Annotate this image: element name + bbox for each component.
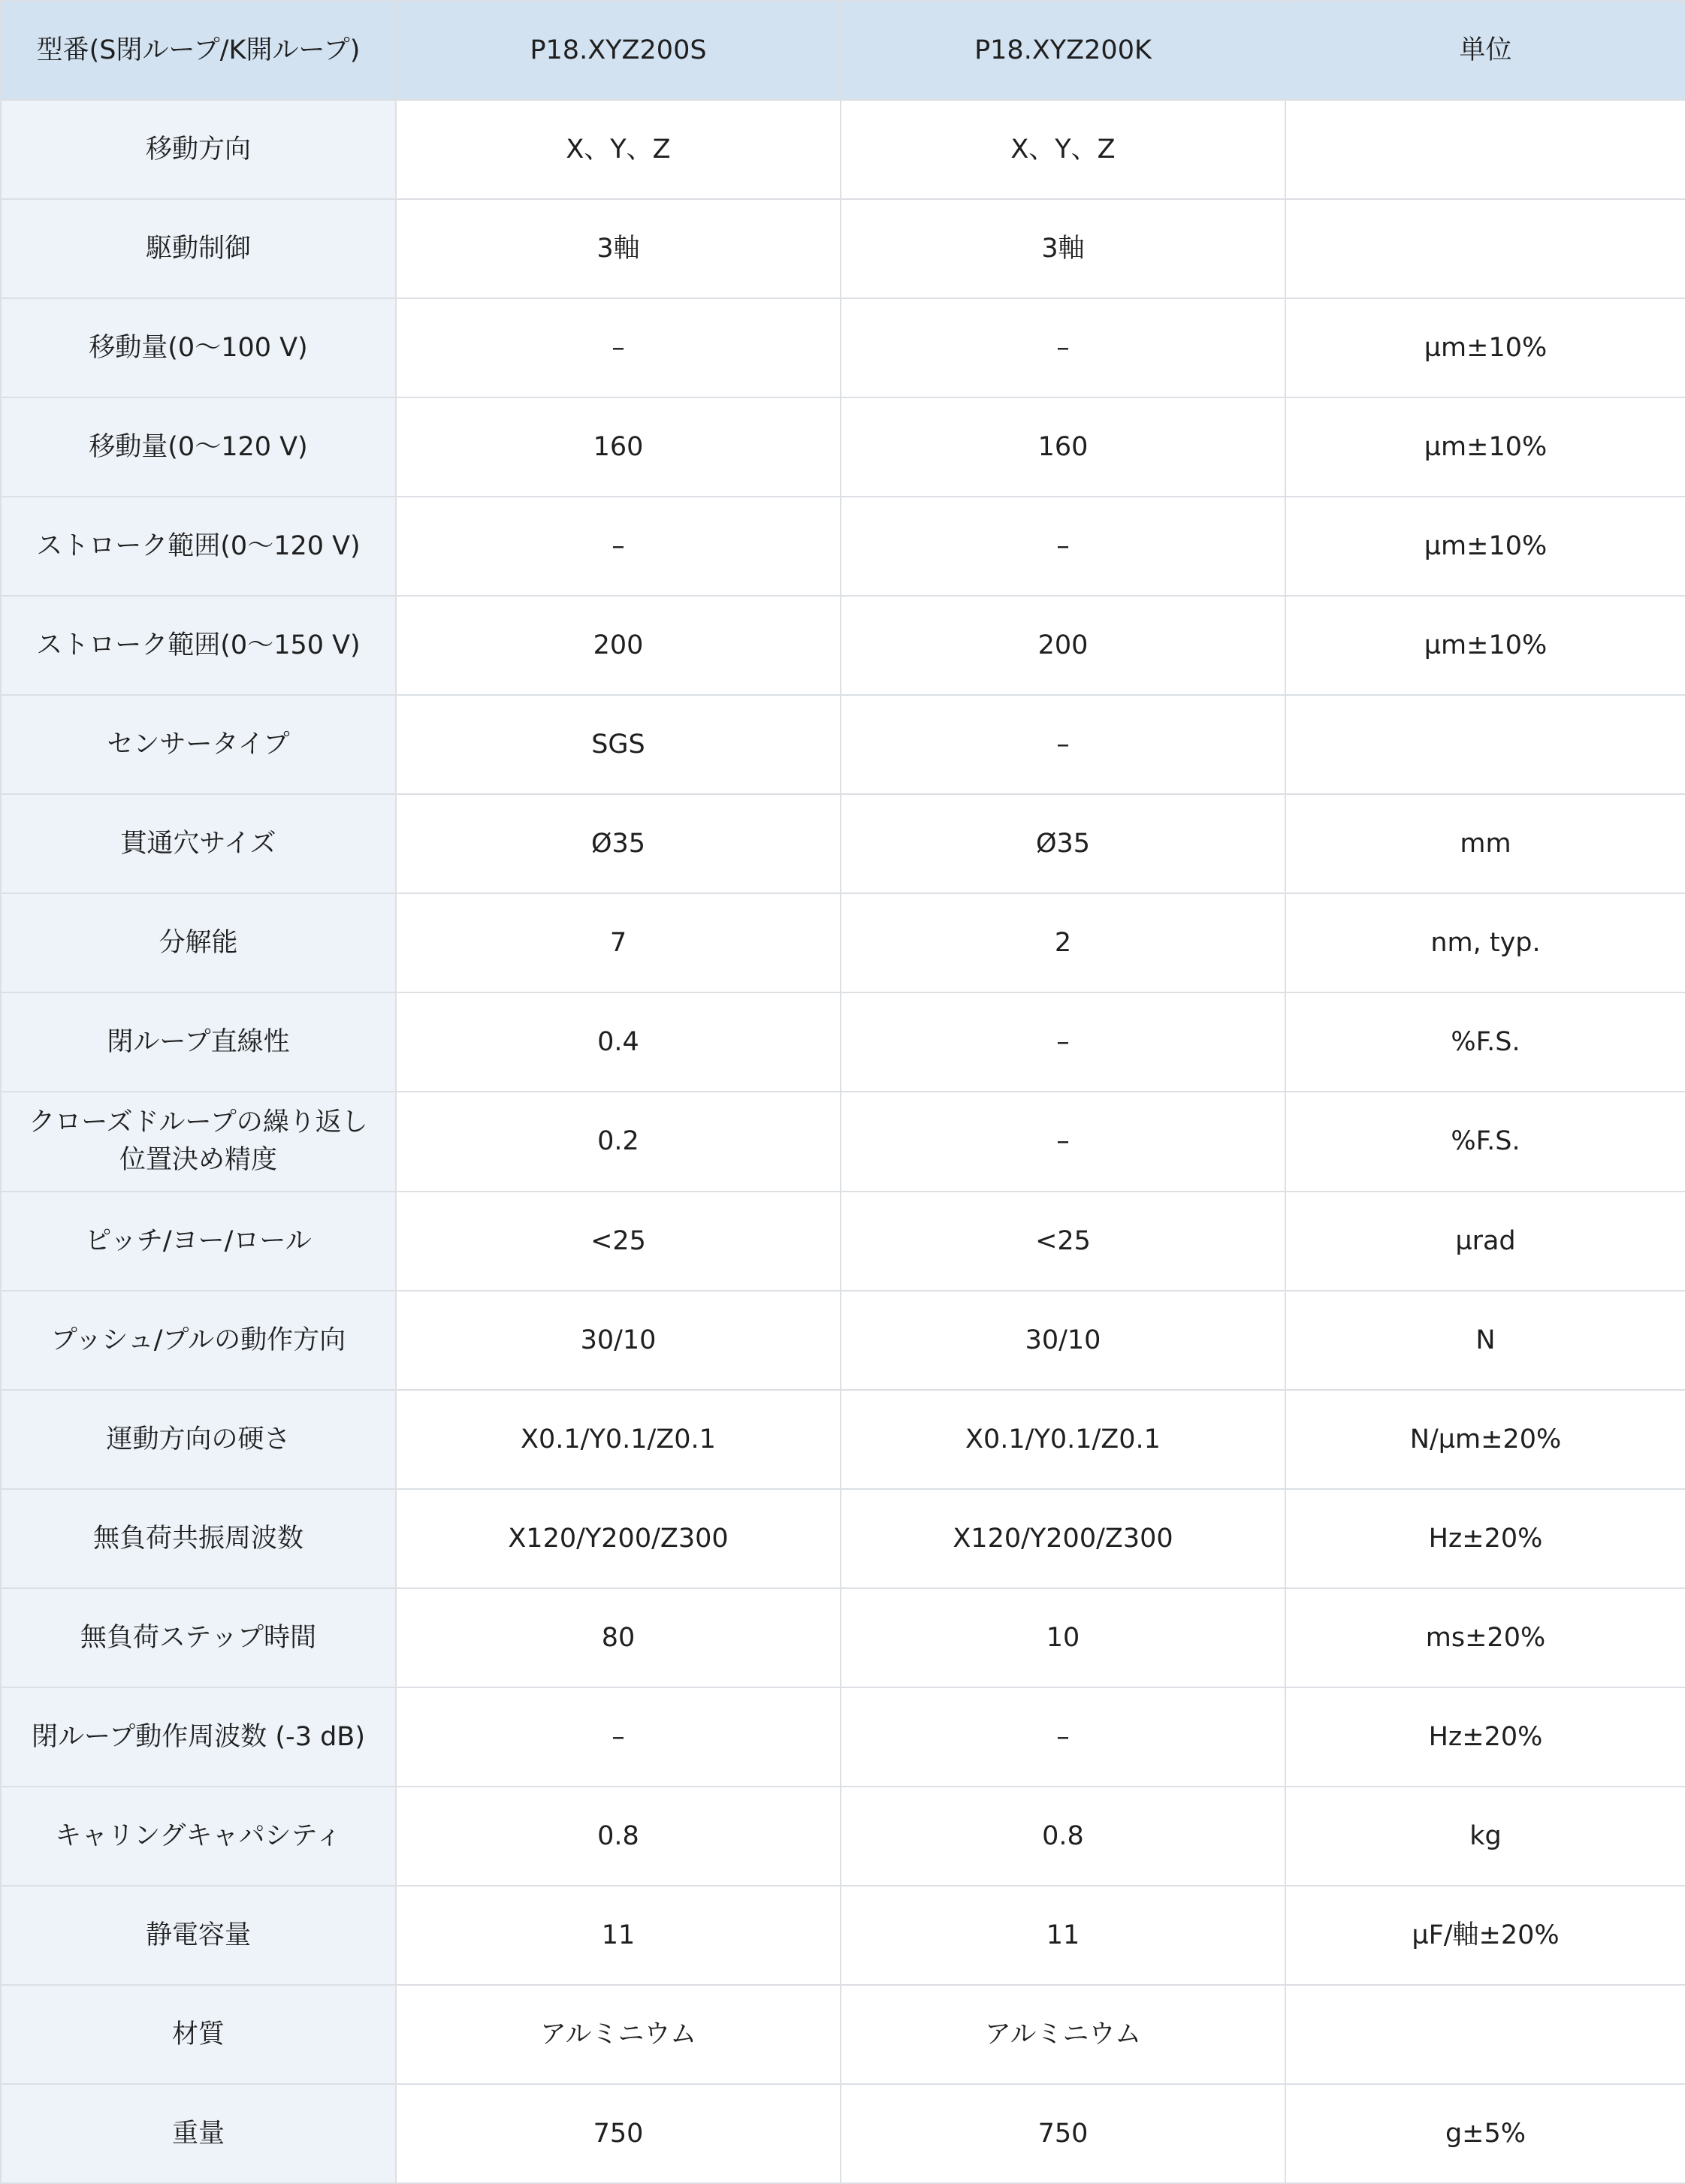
value-s: 3軸 [396, 199, 841, 298]
table-row [1, 397, 1685, 497]
table-row [1, 1687, 1685, 1787]
value-k: 3軸 [841, 199, 1285, 298]
table-row [1, 794, 1685, 893]
table-body [1, 100, 1685, 2183]
row-label: センサータイプ [1, 695, 396, 794]
value-k: アルミニウム [841, 1985, 1285, 2084]
table-row [1, 100, 1685, 199]
row-label: 重量 [1, 2084, 396, 2183]
value-k: 160 [841, 397, 1285, 497]
header-model-k: P18.XYZ200K [841, 1, 1285, 100]
value-k: – [841, 992, 1285, 1092]
row-label: キャリングキャパシティ [1, 1787, 396, 1886]
value-s: SGS [396, 695, 841, 794]
table-row [1, 1588, 1685, 1687]
value-k: – [841, 298, 1285, 397]
unit-cell: N/µm±20% [1285, 1390, 1685, 1489]
table-row [1, 199, 1685, 298]
row-label: ストローク範囲(0～150 V) [1, 596, 396, 695]
unit-cell [1285, 100, 1685, 199]
unit-cell: %F.S. [1285, 1092, 1685, 1191]
value-s: X、Y、Z [396, 100, 841, 199]
value-s: 160 [396, 397, 841, 497]
unit-cell: %F.S. [1285, 992, 1685, 1092]
value-s: 0.8 [396, 1787, 841, 1886]
value-k: – [841, 1092, 1285, 1191]
value-s: 750 [396, 2084, 841, 2183]
value-s: 7 [396, 893, 841, 992]
value-s: アルミニウム [396, 1985, 841, 2084]
header-model-s: P18.XYZ200S [396, 1, 841, 100]
row-label: 移動量(0～100 V) [1, 298, 396, 397]
unit-cell: mm [1285, 794, 1685, 893]
unit-cell: µm±10% [1285, 397, 1685, 497]
value-k: 30/10 [841, 1291, 1285, 1390]
value-s: 0.4 [396, 992, 841, 1092]
value-k: Ø35 [841, 794, 1285, 893]
table-row [1, 596, 1685, 695]
value-k: 200 [841, 596, 1285, 695]
table-row [1, 1390, 1685, 1489]
value-k: – [841, 695, 1285, 794]
value-s: – [396, 1687, 841, 1787]
table-row [1, 695, 1685, 794]
value-s: 11 [396, 1886, 841, 1985]
row-label: 分解能 [1, 893, 396, 992]
unit-cell: kg [1285, 1787, 1685, 1886]
row-label: ストローク範囲(0～120 V) [1, 497, 396, 596]
header-model-type: 型番(S閉ループ/K開ループ) [1, 1, 396, 100]
unit-cell: µF/軸±20% [1285, 1886, 1685, 1985]
row-label: プッシュ/プルの動作方向 [1, 1291, 396, 1390]
table-row [1, 298, 1685, 397]
table-row [1, 1886, 1685, 1985]
row-label: 移動方向 [1, 100, 396, 199]
value-s: <25 [396, 1192, 841, 1291]
table-row [1, 1489, 1685, 1588]
value-s: – [396, 497, 841, 596]
row-label: 静電容量 [1, 1886, 396, 1985]
value-s: Ø35 [396, 794, 841, 893]
value-s: 80 [396, 1588, 841, 1687]
value-k: – [841, 1687, 1285, 1787]
unit-cell: µm±10% [1285, 497, 1685, 596]
unit-cell: Hz±20% [1285, 1687, 1685, 1787]
unit-cell: g±5% [1285, 2084, 1685, 2183]
row-label: 移動量(0～120 V) [1, 397, 396, 497]
unit-cell [1285, 695, 1685, 794]
row-label: 閉ループ直線性 [1, 992, 396, 1092]
value-k: <25 [841, 1192, 1285, 1291]
table-row [1, 497, 1685, 596]
row-label: ピッチ/ヨー/ロール [1, 1192, 396, 1291]
row-label: クローズドループの繰り返し位置決め精度 [1, 1092, 396, 1191]
table-row [1, 1291, 1685, 1390]
value-s: X120/Y200/Z300 [396, 1489, 841, 1588]
row-label: 閉ループ動作周波数 (-3 dB) [1, 1687, 396, 1787]
value-k: 0.8 [841, 1787, 1285, 1886]
value-s: 0.2 [396, 1092, 841, 1191]
unit-cell: ms±20% [1285, 1588, 1685, 1687]
table-header [1, 1, 1685, 100]
table-row [1, 1787, 1685, 1886]
value-s: 200 [396, 596, 841, 695]
row-label: 無負荷共振周波数 [1, 1489, 396, 1588]
value-k: X0.1/Y0.1/Z0.1 [841, 1390, 1285, 1489]
value-s: 30/10 [396, 1291, 841, 1390]
value-k: X120/Y200/Z300 [841, 1489, 1285, 1588]
unit-cell: N [1285, 1291, 1685, 1390]
unit-cell: nm, typ. [1285, 893, 1685, 992]
value-k: 11 [841, 1886, 1285, 1985]
header-unit: 単位 [1285, 1, 1685, 100]
table-row [1, 1092, 1685, 1191]
value-s: X0.1/Y0.1/Z0.1 [396, 1390, 841, 1489]
value-k: – [841, 497, 1285, 596]
value-k: 2 [841, 893, 1285, 992]
unit-cell: µm±10% [1285, 596, 1685, 695]
table-row [1, 992, 1685, 1092]
row-label: 貫通穴サイズ [1, 794, 396, 893]
row-label: 無負荷ステップ時間 [1, 1588, 396, 1687]
value-k: 10 [841, 1588, 1285, 1687]
value-k: 750 [841, 2084, 1285, 2183]
table-row [1, 1985, 1685, 2084]
row-label: 駆動制御 [1, 199, 396, 298]
table-row [1, 2084, 1685, 2183]
row-label: 運動方向の硬さ [1, 1390, 396, 1489]
unit-cell: µm±10% [1285, 298, 1685, 397]
unit-cell [1285, 199, 1685, 298]
row-label: 材質 [1, 1985, 396, 2084]
header-row [1, 1, 1685, 100]
unit-cell [1285, 1985, 1685, 2084]
value-k: X、Y、Z [841, 100, 1285, 199]
unit-cell: µrad [1285, 1192, 1685, 1291]
table-row [1, 893, 1685, 992]
unit-cell: Hz±20% [1285, 1489, 1685, 1588]
value-s: – [396, 298, 841, 397]
table-row [1, 1192, 1685, 1291]
